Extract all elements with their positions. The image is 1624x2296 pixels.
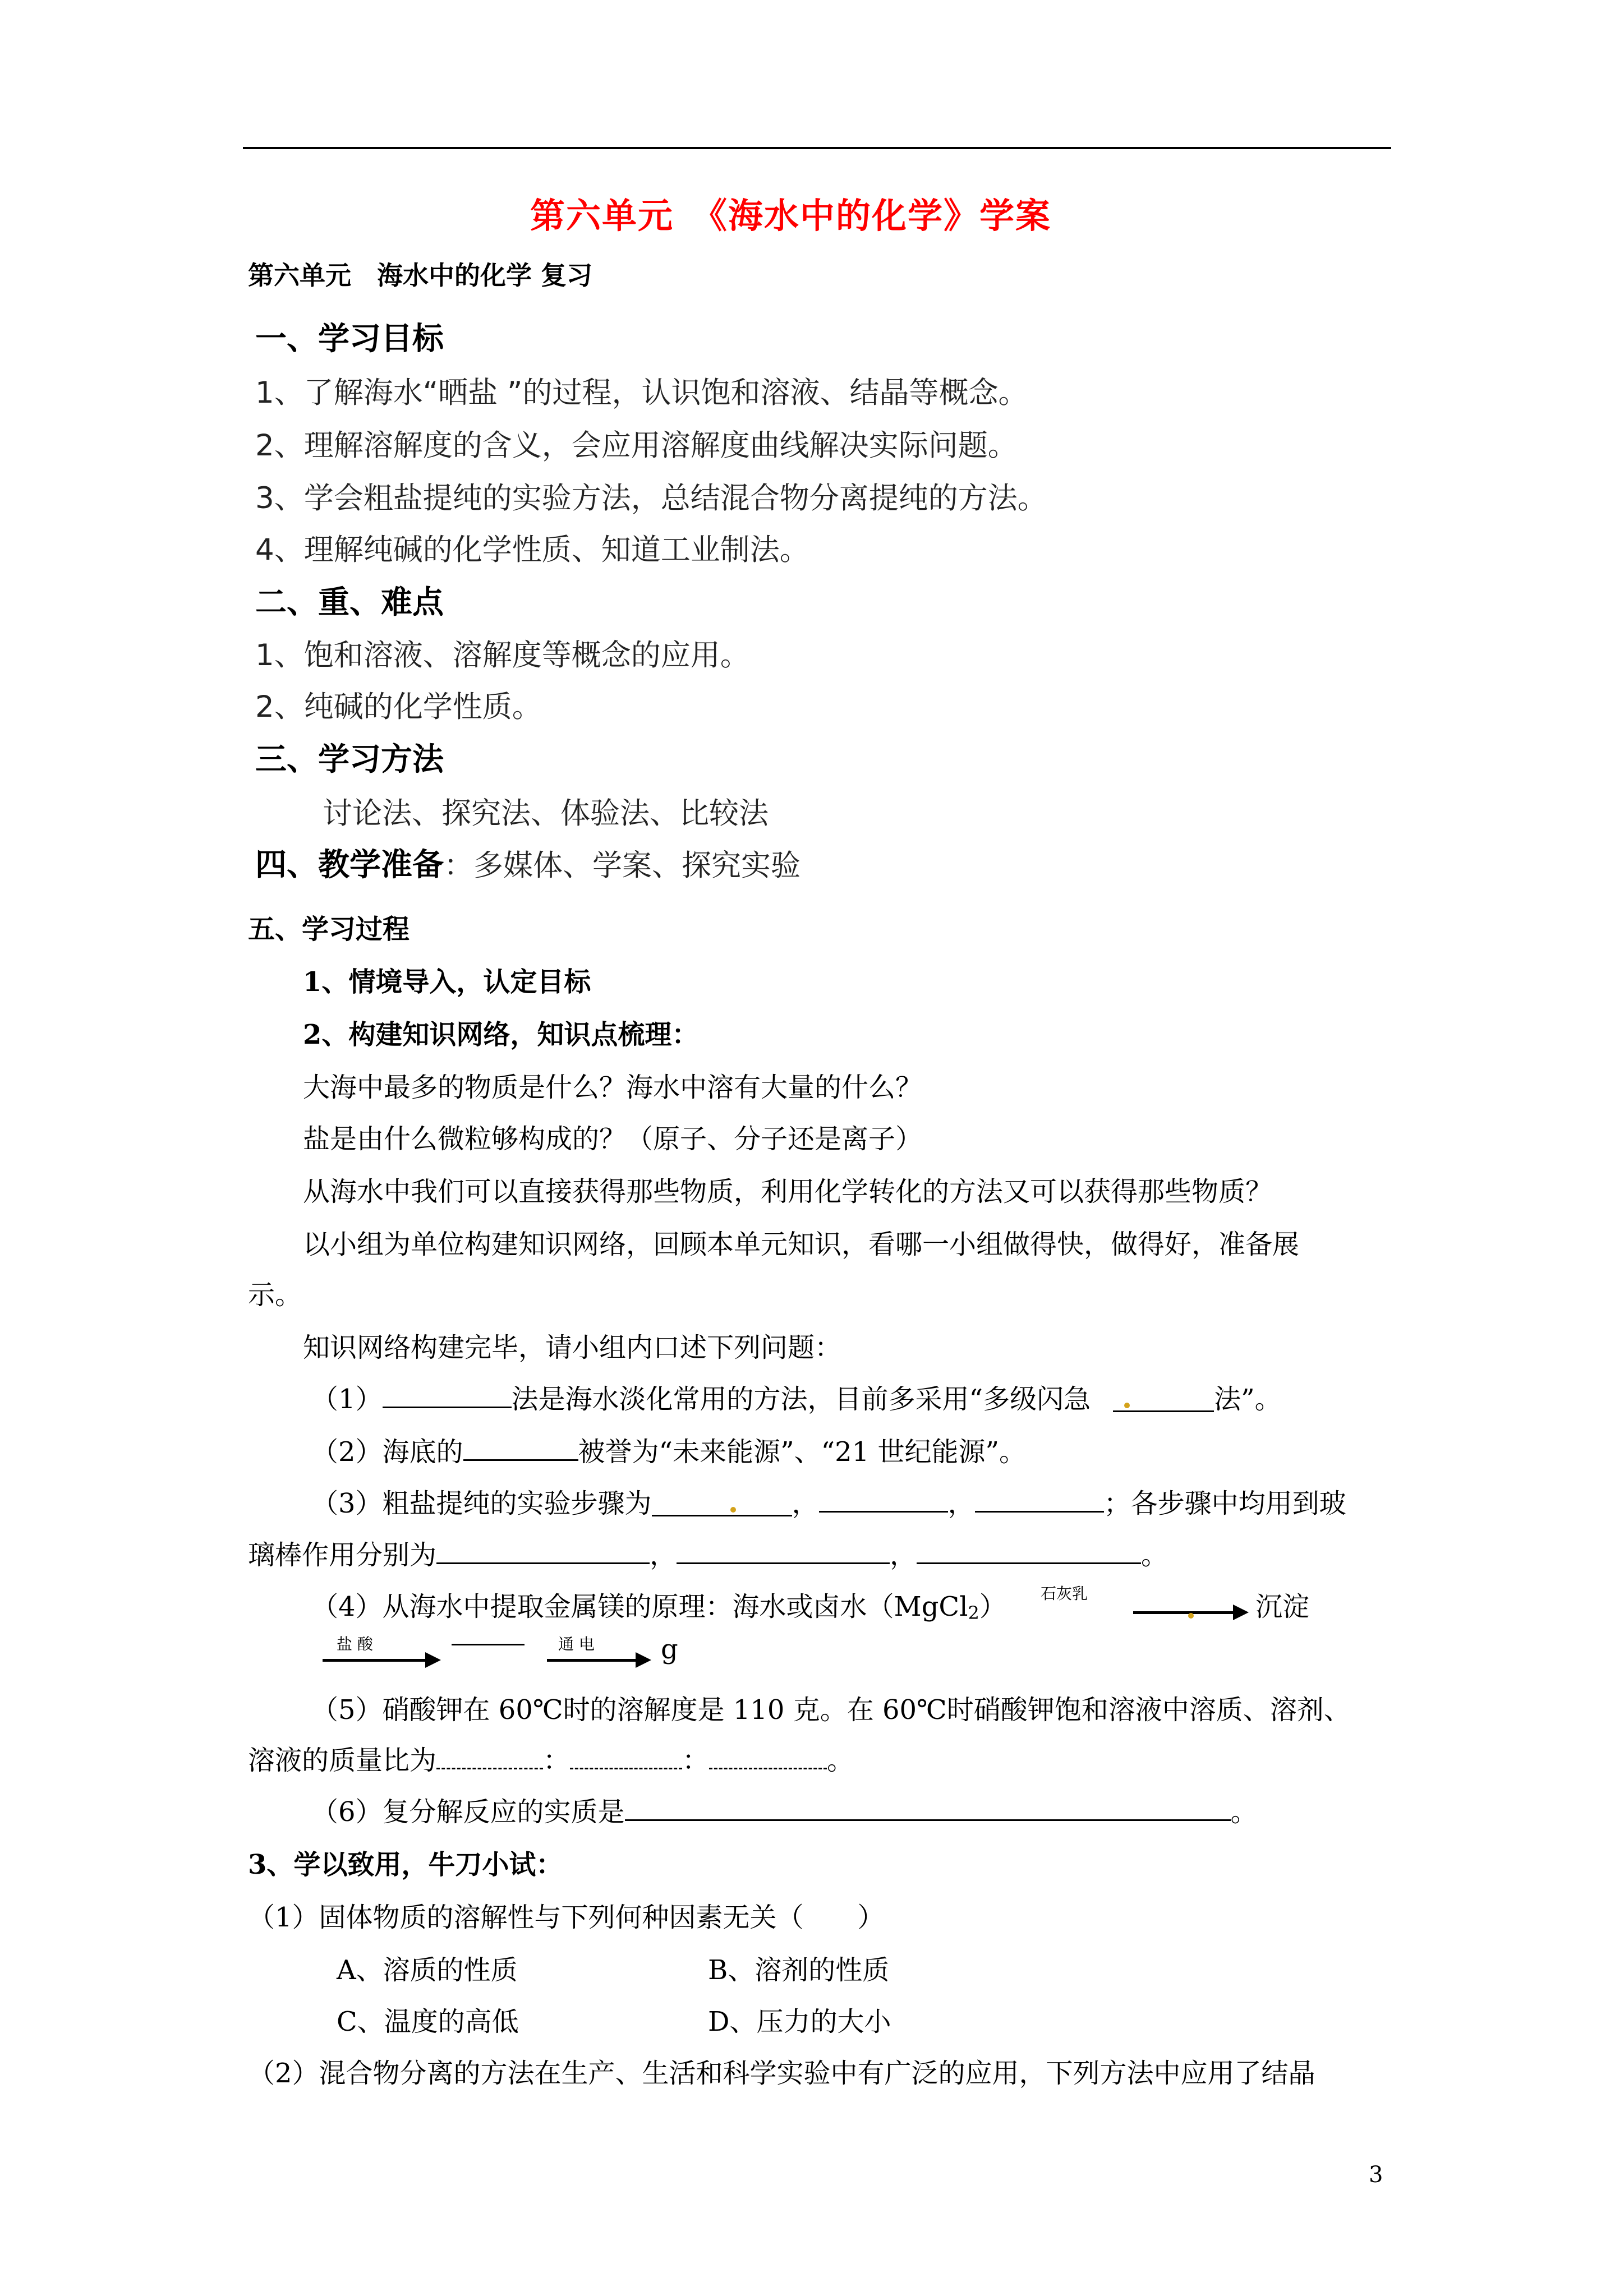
answer-blank[interactable]	[917, 1536, 1141, 1564]
fill-question-5: （5）硝酸钾在 60℃时的溶解度是 110 克。在 60℃时硝酸钾饱和溶液中溶质、溶剂、	[311, 1694, 1351, 1726]
answer-blank[interactable]	[1113, 1384, 1214, 1412]
fill-question-3-cont: 璃棒作用分别为 ， ， 。	[248, 1533, 1168, 1572]
process-step-1: 1、情境导入，认定目标	[303, 966, 591, 998]
reagent-label-acid: 盐 酸	[337, 1635, 373, 1653]
reaction-arrow	[323, 1659, 438, 1662]
marker-dot	[1188, 1613, 1194, 1619]
answer-blank[interactable]	[975, 1484, 1104, 1513]
methods-text: 讨论法、探究法、体验法、比较法	[323, 796, 769, 831]
objective-item: 3、学会粗盐提纯的实验方法，总结混合物分离提纯的方法。	[255, 481, 1047, 515]
answer-blank[interactable]	[819, 1484, 948, 1513]
key-point-item: 1、饱和溶液、溶解度等概念的应用。	[255, 638, 750, 672]
fill-question-1: （1） 法是海水淡化常用的方法，目前多采用“多级闪急 法”。	[311, 1377, 1282, 1416]
unit-subtitle: 第六单元 海水中的化学 复习	[248, 260, 593, 291]
section-heading-methods: 三、学习方法	[255, 741, 444, 778]
option-a[interactable]: A、溶质的性质	[337, 1954, 518, 1986]
section-teaching-prep	[255, 840, 801, 885]
answer-blank[interactable]	[652, 1488, 792, 1516]
product-mg: g	[661, 1634, 678, 1665]
page-number: 3	[1369, 2162, 1383, 2188]
fill-question-2: （2）海底的 被誉为“未来能源”、“21 世纪能源”。	[311, 1430, 1026, 1469]
answer-blank[interactable]	[452, 1635, 525, 1645]
objective-item: 2、理解溶解度的含义，会应用溶解度曲线解决实际问题。	[255, 428, 1018, 463]
answer-blank[interactable]	[383, 1380, 512, 1408]
answer-blank[interactable]	[436, 1536, 650, 1564]
practice-heading: 3、学以致用，牛刀小试：	[248, 1849, 563, 1880]
objective-item: 1、了解海水“晒盐 ”的过程，认识饱和溶液、结晶等概念。	[255, 376, 1028, 410]
question-text: 示。	[248, 1279, 302, 1311]
option-d[interactable]: D、压力的大小	[708, 2006, 891, 2037]
reagent-label-electrolysis: 通 电	[558, 1635, 595, 1653]
answer-blank[interactable]	[436, 1741, 543, 1769]
question-text: 盐是由什么微粒够构成的？（原子、分子还是离子）	[303, 1123, 923, 1155]
answer-blank[interactable]	[709, 1741, 827, 1769]
fill-question-5-cont: 溶液的质量比为 ： ： 。	[248, 1739, 854, 1777]
answer-blank[interactable]	[463, 1432, 578, 1461]
section-heading-process: 五、学习过程	[248, 914, 410, 945]
question-text: 以小组为单位构建知识网络，回顾本单元知识，看哪一小组做得快，做得好，准备展	[303, 1229, 1300, 1260]
fill-question-3: （3）粗盐提纯的实验步骤为 ， ， ；各步骤中均用到玻	[311, 1482, 1346, 1520]
objective-item: 4、理解纯碱的化学性质、知道工业制法。	[255, 533, 809, 567]
fill-question-6: （6）复分解反应的实质是 。	[311, 1790, 1258, 1829]
answer-blank[interactable]	[677, 1536, 890, 1564]
product-label: 沉淀	[1255, 1591, 1310, 1622]
reagent-label-lime: 石灰乳	[1041, 1584, 1088, 1603]
option-c[interactable]: C、温度的高低	[337, 2006, 519, 2037]
header-rule	[243, 147, 1391, 149]
key-point-item: 2、纯碱的化学性质。	[255, 690, 542, 724]
section-heading-objectives: 一、学习目标	[255, 321, 444, 357]
reaction-arrow	[547, 1659, 648, 1662]
question-text: 大海中最多的物质是什么？海水中溶有大量的什么？	[303, 1072, 923, 1103]
question-text: 知识网络构建完毕，请小组内口述下列问题：	[303, 1332, 842, 1363]
answer-blank[interactable]	[625, 1792, 1231, 1821]
page-title: 第六单元 《海水中的化学》学案	[530, 195, 1052, 236]
prep-text: ：多媒体、学案、探究实验	[444, 849, 801, 883]
practice-question-2: （2）混合物分离的方法在生产、生活和科学实验中有广泛的应用，下列方法中应用了结晶	[248, 2058, 1315, 2089]
process-step-2: 2、构建知识网络，知识点梳理：	[303, 1019, 699, 1050]
answer-blank[interactable]	[570, 1741, 682, 1769]
practice-question-1: （1）固体物质的溶解性与下列何种因素无关（ ）	[248, 1902, 885, 1933]
option-b[interactable]: B、溶剂的性质	[708, 1954, 890, 1986]
fill-question-4: （4）从海水中提取金属镁的原理：海水或卤水（MgCl2）	[311, 1591, 1006, 1624]
question-text: 从海水中我们可以直接获得那些物质，利用化学转化的方法又可以获得那些物质？	[303, 1176, 1273, 1207]
section-heading-prep: 四、教学准备	[255, 847, 444, 883]
section-heading-key-points: 二、重、难点	[255, 584, 444, 621]
